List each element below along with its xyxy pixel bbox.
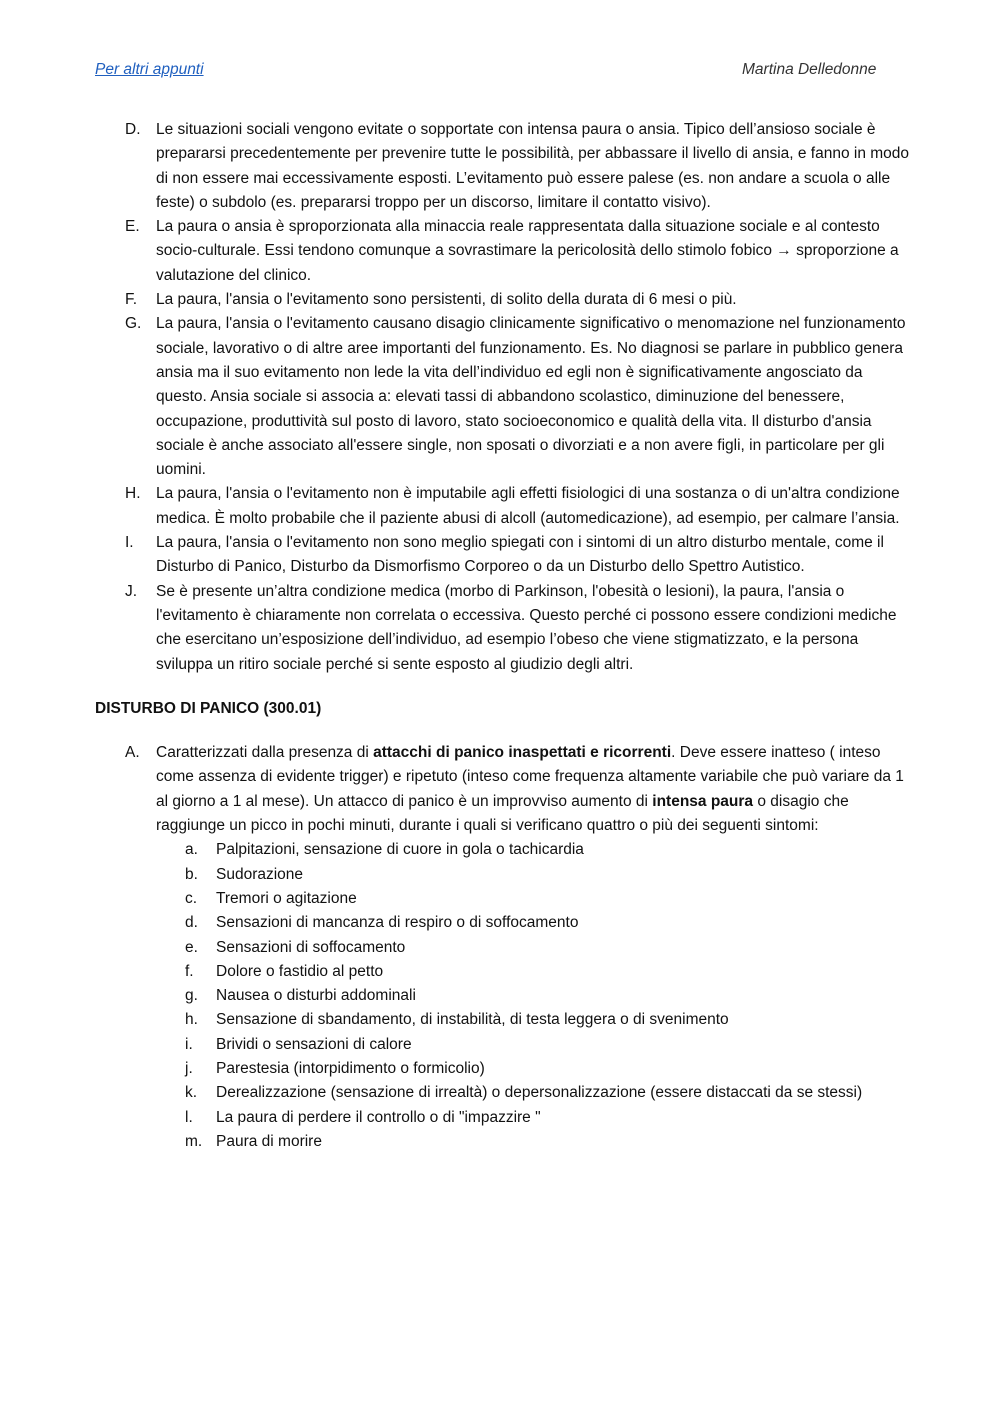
symptom-text: Dolore o fastidio al petto [216, 962, 384, 980]
notes-link[interactable]: Per altri appunti [95, 61, 204, 78]
symptom-item [95, 960, 910, 984]
list-item-text: La paura, l'ansia o l'evitamento non sono meglio spiegati con i sintomi di un altro disturbo mentale, come il Disturbo di Panico, Disturbo da Dismorfismo Corporeo o da un Disturbo dello Spettro Autistico. [156, 534, 884, 576]
section-heading: DISTURBO DI PANICO (300.01) [95, 699, 322, 717]
list-item [95, 580, 910, 677]
list-item [95, 312, 910, 482]
list-item-text: La paura o ansia è sproporzionata alla minaccia reale rappresentata dalla situazione sociale e al contesto socio-culturale. Essi tendono comunque a sovrastimare la pericolosità dello stimolo fobico → sproporzione a valutazione del clinico. [156, 218, 899, 284]
list-item-text: La paura, l'ansia o l'evitamento causano disagio clinicamente significativo o menomazione nel funzionamento sociale, lavorativo o di altre aree importanti del funzionamento. Es. No diagnosi se parlare in pubblico genera ansia ma il suo evitamento non lede la vita dell’individuo ed egli non è significativamente angosciato da questo. Ansia sociale si associa a: elevati tassi di abbandono scolastico, diminuzione del benessere, occupazione, produttività sul posto di lavoro, stato socioeconomico e qualità della vita. Il disturbo d'ansia sociale è anche associato all'essere single, non sposati o divorziati e a non avere figli, in particolare per gli uomini. [156, 315, 906, 479]
list-item-text: La paura, l'ansia o l'evitamento non è imputabile agli effetti fisiologici di una sostanza o di un'altra condizione medica. È molto probabile che il paziente abusi di alcoll (automedicazione), ad esempio, per calmare l’ansia. [156, 485, 900, 527]
list-marker: D. [125, 121, 141, 138]
symptom-item [95, 838, 910, 862]
list-marker: c. [185, 889, 198, 907]
list-marker: f. [185, 962, 194, 980]
text-run: . Deve essere inatteso ( inteso come assenza di evidente trigger) e ripetuto (inteso come frequenza altamente variabile che può variare da 1 al giorno a 1 al mese). Un attacco di panico è un improvviso aumento di [156, 744, 904, 810]
list-marker: l. [185, 1108, 193, 1126]
symptom-text: Sensazioni di mancanza di respiro o di soffocamento [216, 914, 579, 932]
symptom-item [95, 1057, 910, 1081]
symptom-text: Nausea o disturbi addominali [216, 987, 416, 1005]
symptom-text: Sudorazione [216, 865, 304, 883]
list-marker: H. [125, 485, 141, 503]
list-marker: b. [185, 865, 198, 883]
list-item [95, 118, 910, 215]
document-body [95, 118, 910, 1154]
list-item-text: Se è presente un’altra condizione medica (morbo di Parkinson, l'obesità o lesioni), la paura, l'ansia o l'evitamento è chiaramente non correlata o eccessiva. Questo perché ci possono essere condizioni mediche che esercitano un’esposizione dell’individuo, ad esempio l’obeso che viene stigmatizzato, e la persona sviluppa un ritiro sociale perché si sente esposto al giudizio degli altri. [156, 582, 897, 673]
symptom-text: Paura di morire [216, 1132, 322, 1150]
list-marker: h. [185, 1011, 198, 1029]
list-item [95, 288, 910, 312]
symptom-item [95, 1106, 910, 1130]
list-item [95, 215, 910, 288]
list-marker: a. [185, 841, 198, 859]
symptoms-list [95, 838, 910, 1154]
list-item [95, 482, 910, 531]
symptom-item [95, 887, 910, 911]
symptom-text: Sensazioni di soffocamento [216, 938, 406, 956]
list-marker: d. [185, 914, 198, 932]
symptom-text: Sensazione di sbandamento, di instabilità, di testa leggera o di svenimento [216, 1011, 729, 1029]
symptom-item [95, 936, 910, 960]
list-marker: e. [185, 938, 198, 956]
list-marker: G. [125, 315, 142, 333]
symptom-text: Derealizzazione (sensazione di irrealtà) o depersonalizzazione (essere distaccati da se stessi) [216, 1084, 863, 1102]
bold-text: intensa paura [652, 792, 754, 810]
symptom-text: Palpitazioni, sensazione di cuore in gola o tachicardia [216, 841, 584, 859]
symptom-text: Brividi o sensazioni di calore [216, 1035, 412, 1053]
list-marker: F. [125, 291, 138, 309]
list-item-text: Le situazioni sociali vengono evitate o sopportate con intensa paura o ansia. Tipico dell’ansioso sociale è prepararsi precedentemente per prevenire tutte le possibilità, per abbassare il livello di ansia, e fanno in modo di non essere mai eccessivamente esposti. L’evitamento può essere palese (es. non andare a scuola o alle feste) o subdolo (es. prepararsi troppo per un discorso, limitare il contatto visivo). [156, 121, 910, 211]
symptom-item [95, 1008, 910, 1032]
symptom-item [95, 984, 910, 1008]
symptom-text: Tremori o agitazione [216, 889, 357, 907]
list-marker: I. [125, 534, 134, 552]
symptom-text: Parestesia (intorpidimento o formicolio) [216, 1059, 485, 1077]
list-item [95, 741, 910, 838]
symptom-item [95, 1033, 910, 1057]
criteria-list-social-anxiety [95, 118, 910, 677]
list-marker: g. [185, 987, 198, 1005]
list-marker: k. [185, 1084, 198, 1102]
list-marker: i. [185, 1035, 193, 1053]
symptom-text: La paura di perdere il controllo o di "impazzire " [216, 1108, 541, 1126]
list-item [95, 531, 910, 580]
symptom-item [95, 1081, 910, 1105]
symptom-item [95, 911, 910, 935]
symptom-item [95, 863, 910, 887]
list-marker: A. [125, 744, 140, 762]
list-marker: m. [185, 1132, 203, 1150]
bold-text: attacchi di panico inaspettati e ricorrenti [373, 744, 672, 762]
list-item-text: La paura, l'ansia o l'evitamento sono persistenti, di solito della durata di 6 mesi o più. [156, 291, 737, 309]
list-marker: j. [185, 1059, 193, 1077]
criteria-list-panic [95, 741, 910, 838]
list-marker: J. [125, 582, 138, 600]
list-item-text [156, 741, 910, 838]
list-marker: E. [125, 218, 140, 236]
author-name: Martina Delledonne [742, 61, 877, 78]
text-run: o disagio che raggiunge un picco in pochi minuti, durante i quali si verificano quattro o più dei seguenti sintomi: [156, 792, 849, 835]
symptom-item [95, 1130, 910, 1154]
text-run: Caratterizzati dalla presenza di [156, 744, 374, 762]
